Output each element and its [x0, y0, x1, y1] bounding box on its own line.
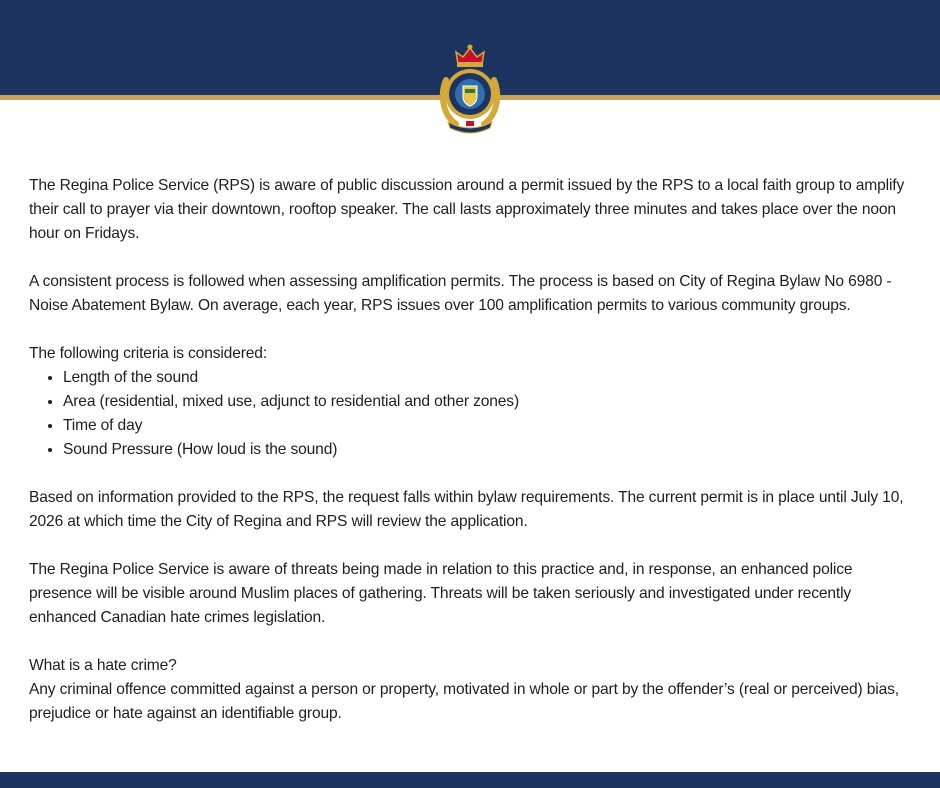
police-crest-icon: [432, 42, 508, 136]
footer-band: [0, 772, 940, 788]
statement-paragraph-2: A consistent process is followed when assessing amplification permits. The process is based on City of Regina Bylaw No 6980 - Noise Abatement Bylaw. On average, each year, RPS issues over 100 amplification permits to various community groups.: [29, 273, 892, 314]
hate-crime-question: What is a hate crime?: [29, 657, 177, 674]
statement-paragraph-3: Based on information provided to the RPS, the request falls within bylaw requirements. The current permit is in place until July 10, 2026 at which time the City of Regina and RPS will review the application.: [29, 489, 904, 530]
criteria-list: [29, 366, 909, 462]
criteria-item: • Sound Pressure (How loud is the sound): [63, 438, 909, 462]
statement-paragraph-1: The Regina Police Service (RPS) is aware of public discussion around a permit issued by the RPS to a local faith group to amplify their call to prayer via their downtown, rooftop speaker. The call lasts approximately three minutes and takes place over the noon hour on Fridays.: [29, 177, 905, 242]
criteria-intro: The following criteria is considered:: [29, 345, 267, 362]
criteria-item: • Time of day: [63, 414, 909, 438]
statement-body: [29, 174, 909, 726]
hate-crime-definition: Any criminal offence committed against a person or property, motivated in whole or part by the offender’s (real or perceived) bias, prejudice or hate against an identifiable group.: [29, 681, 899, 722]
statement-paragraph-4: The Regina Police Service is aware of threats being made in relation to this practice and, in response, an enhanced police presence will be visible around Muslim places of gathering. Threats will be taken seriously and investigated under recently enhanced Canadian hate crimes legislation.: [29, 561, 853, 626]
criteria-item: • Area (residential, mixed use, adjunct to residential and other zones): [63, 390, 909, 414]
criteria-item: • Length of the sound: [63, 366, 909, 390]
